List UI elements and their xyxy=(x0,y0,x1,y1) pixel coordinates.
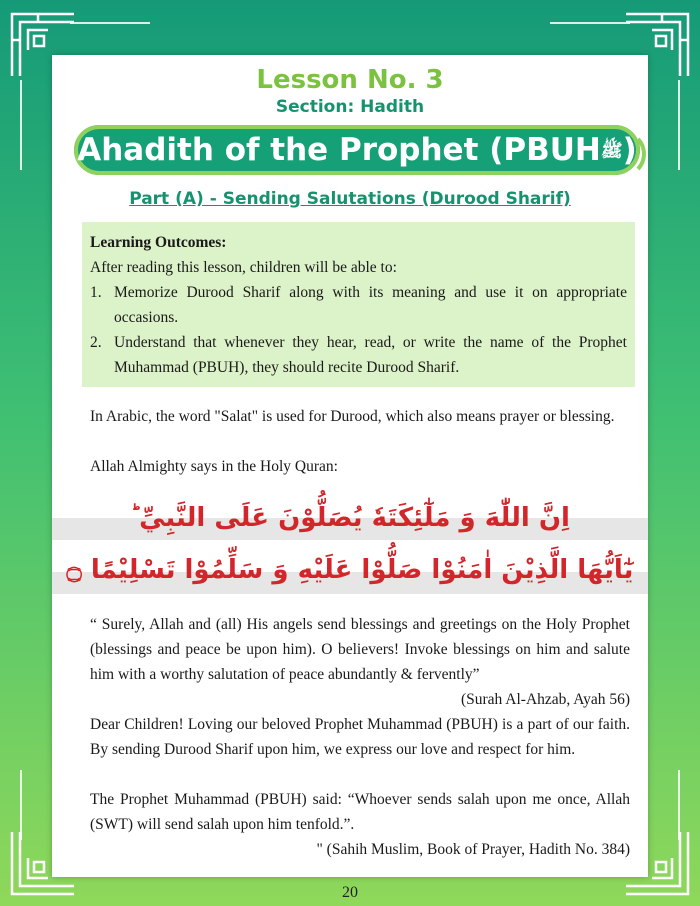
hadith-text: The Prophet Muhammad (PBUH) said: “Whoever sends salah upon me once, Allah (SWT) will send salah upon him tenfold.”. xyxy=(90,791,630,833)
quran-verse-line-1: اِنَّ اللّٰهَ وَ مَلٰٓئِكَتَهٗ يُصَلُّوْنَ عَلَى النَّبِيِّ ؕ xyxy=(130,503,570,533)
chapter-title-banner xyxy=(74,125,640,175)
outcome-text: Memorize Durood Sharif along with its meaning and use it on appropriate occasions. xyxy=(114,284,627,326)
banner-scroll-end xyxy=(602,131,646,177)
frame-line-right xyxy=(678,80,680,170)
children-paragraph: Dear Children! Loving our beloved Prophet Muhammad (PBUH) is a part of our faith. By sending Durood Sharif upon him, we express our love and respect for him. xyxy=(90,716,630,758)
part-heading: Part (A) - Sending Salutations (Durood Sharif) xyxy=(129,189,571,209)
outcome-number: 1. xyxy=(90,284,102,301)
verse-reference: (Surah Al-Ahzab, Ayah 56) xyxy=(460,691,630,708)
lesson-number: Lesson No. 3 xyxy=(256,65,444,95)
outcomes-title: Learning Outcomes: xyxy=(90,234,227,251)
chapter-title-end: ) xyxy=(622,132,637,168)
outcome-item xyxy=(90,330,627,380)
verse-translation: “ Surely, Allah and (all) His angels send blessings and greetings on the Holy Prophet (blessings and peace be upon him). O believers! Invoke blessings on him and salute him with a worthy salutation of peace abundantly & fervently” xyxy=(90,616,630,683)
salawat-seal: ﷺ xyxy=(600,140,623,162)
frame-line-top-right xyxy=(550,22,630,24)
chapter-title: Ahadith of the Prophet (PBUH xyxy=(77,132,601,168)
learning-outcomes-box xyxy=(82,222,635,387)
salat-intro-paragraph: In Arabic, the word "Salat" is used for Durood, which also means prayer or blessing. xyxy=(90,408,615,425)
frame-line-bottom-right xyxy=(678,770,680,840)
outcome-text: Understand that whenever they hear, read, or write the name of the Prophet Muhammad (PBUH), they should recite Durood Sharif. xyxy=(114,334,627,376)
outcomes-intro: After reading this lesson, children will be able to: xyxy=(90,259,397,276)
outcome-item xyxy=(90,280,627,330)
allah-says-line: Allah Almighty says in the Holy Quran: xyxy=(90,458,338,475)
frame-line-left xyxy=(20,80,22,170)
frame-line-top xyxy=(70,22,150,24)
hadith-reference: " (Sahih Muslim, Book of Prayer, Hadith No. 384) xyxy=(316,841,630,858)
outcome-number: 2. xyxy=(90,334,102,351)
lesson-page xyxy=(52,55,648,877)
page-number: 20 xyxy=(342,884,358,901)
quran-verse-line-2: يٰٓاَيُّهَا الَّذِيْنَ اٰمَنُوْا صَلُّوْا عَلَيْهِ وَ سَلِّمُوْا تَسْلِيْمًا ۝ xyxy=(66,555,634,585)
frame-line-bottom-left xyxy=(20,770,22,840)
section-title: Section: Hadith xyxy=(275,97,425,117)
